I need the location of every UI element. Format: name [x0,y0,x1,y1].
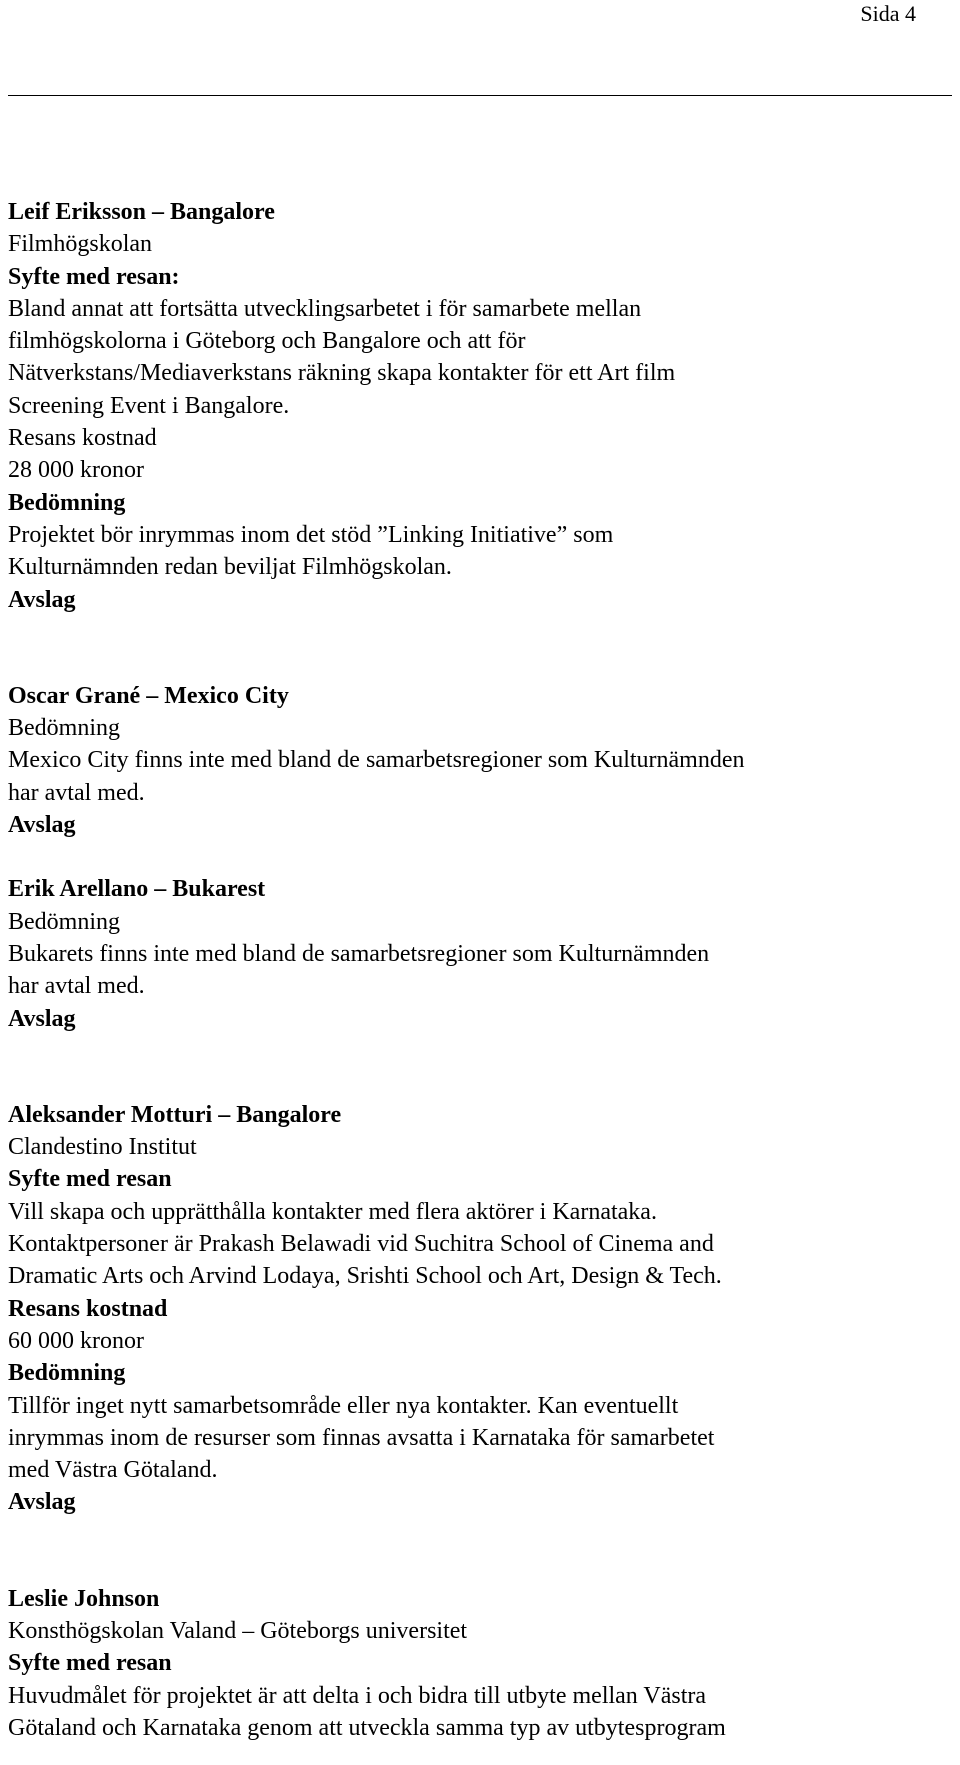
header-divider [8,95,952,96]
entry-organization: Konsthögskolan Valand – Göteborgs universitet [8,1617,468,1644]
purpose-line: Nätverkstans/Mediaverkstans räkning skapa kontakter för ett Art film [8,360,676,387]
purpose-label: Syfte med resan [8,1650,172,1677]
cost-label: Resans kostnad [8,1295,168,1322]
decision: Avslag [8,1005,76,1032]
purpose-line: Bland annat att fortsätta utvecklingsarbetet i för samarbete mellan [8,295,642,322]
purpose-line: filmhögskolorna i Göteborg och Bangalore och att för [8,328,526,355]
cost-value: 60 000 kronor [8,1327,144,1354]
entry-title: Oscar Grané – Mexico City [8,682,289,709]
entry-title: Aleksander Motturi – Bangalore [8,1101,342,1128]
entry-title: Leslie Johnson [8,1585,160,1612]
assessment-line: har avtal med. [8,779,145,806]
assessment-label: Bedömning [8,715,120,742]
assessment-line: Kulturnämnden redan beviljat Filmhögskolan. [8,554,452,581]
entry-title: Leif Eriksson – Bangalore [8,199,275,225]
assessment-line: inrymmas inom de resurser som finnas avsatta i Karnataka för samarbetet [8,1424,715,1451]
purpose-line: Kontaktpersoner är Prakash Belawadi vid Suchitra School of Cinema and [8,1231,714,1258]
decision: Avslag [8,1489,76,1516]
purpose-line: Dramatic Arts och Arvind Lodaya, Srishti School och Art, Design & Tech. [8,1263,722,1290]
assessment-line: har avtal med. [8,973,145,1000]
decision: Avslag [8,812,76,839]
assessment-label: Bedömning [8,908,120,935]
assessment-line: med Västra Götaland. [8,1457,218,1484]
purpose-line: Screening Event i Bangalore. [8,392,290,419]
entry-organization: Filmhögskolan [8,231,153,258]
purpose-label: Syfte med resan [8,1166,172,1193]
assessment-line: Tillför inget nytt samarbetsområde eller nya kontakter. Kan eventuellt [8,1392,679,1419]
cost-value: 28 000 kronor [8,457,144,484]
cost-label: Resans kostnad [8,425,157,452]
entry-title: Erik Arellano – Bukarest [8,876,266,903]
purpose-line: Götaland och Karnataka genom att utveckla samma typ av utbytesprogram [8,1714,726,1741]
assessment-label: Bedömning [8,1360,126,1387]
decision: Avslag [8,586,76,613]
assessment-line: Mexico City finns inte med bland de samarbetsregioner som Kulturnämnden [8,747,745,774]
entry-organization: Clandestino Institut [8,1134,197,1161]
document-body [8,196,908,1744]
assessment-line: Projektet bör inrymmas inom det stöd ”Linking Initiative” som [8,521,614,548]
purpose-line: Huvudmålet för projektet är att delta i och bidra till utbyte mellan Västra [8,1682,707,1709]
assessment-line: Bukarets finns inte med bland de samarbetsregioner som Kulturnämnden [8,940,710,967]
page-number: Sida 4 [860,1,916,26]
purpose-line: Vill skapa och upprätthålla kontakter med flera aktörer i Karnataka. [8,1198,657,1225]
purpose-label: Syfte med resan: [8,263,180,290]
assessment-label: Bedömning [8,489,126,516]
